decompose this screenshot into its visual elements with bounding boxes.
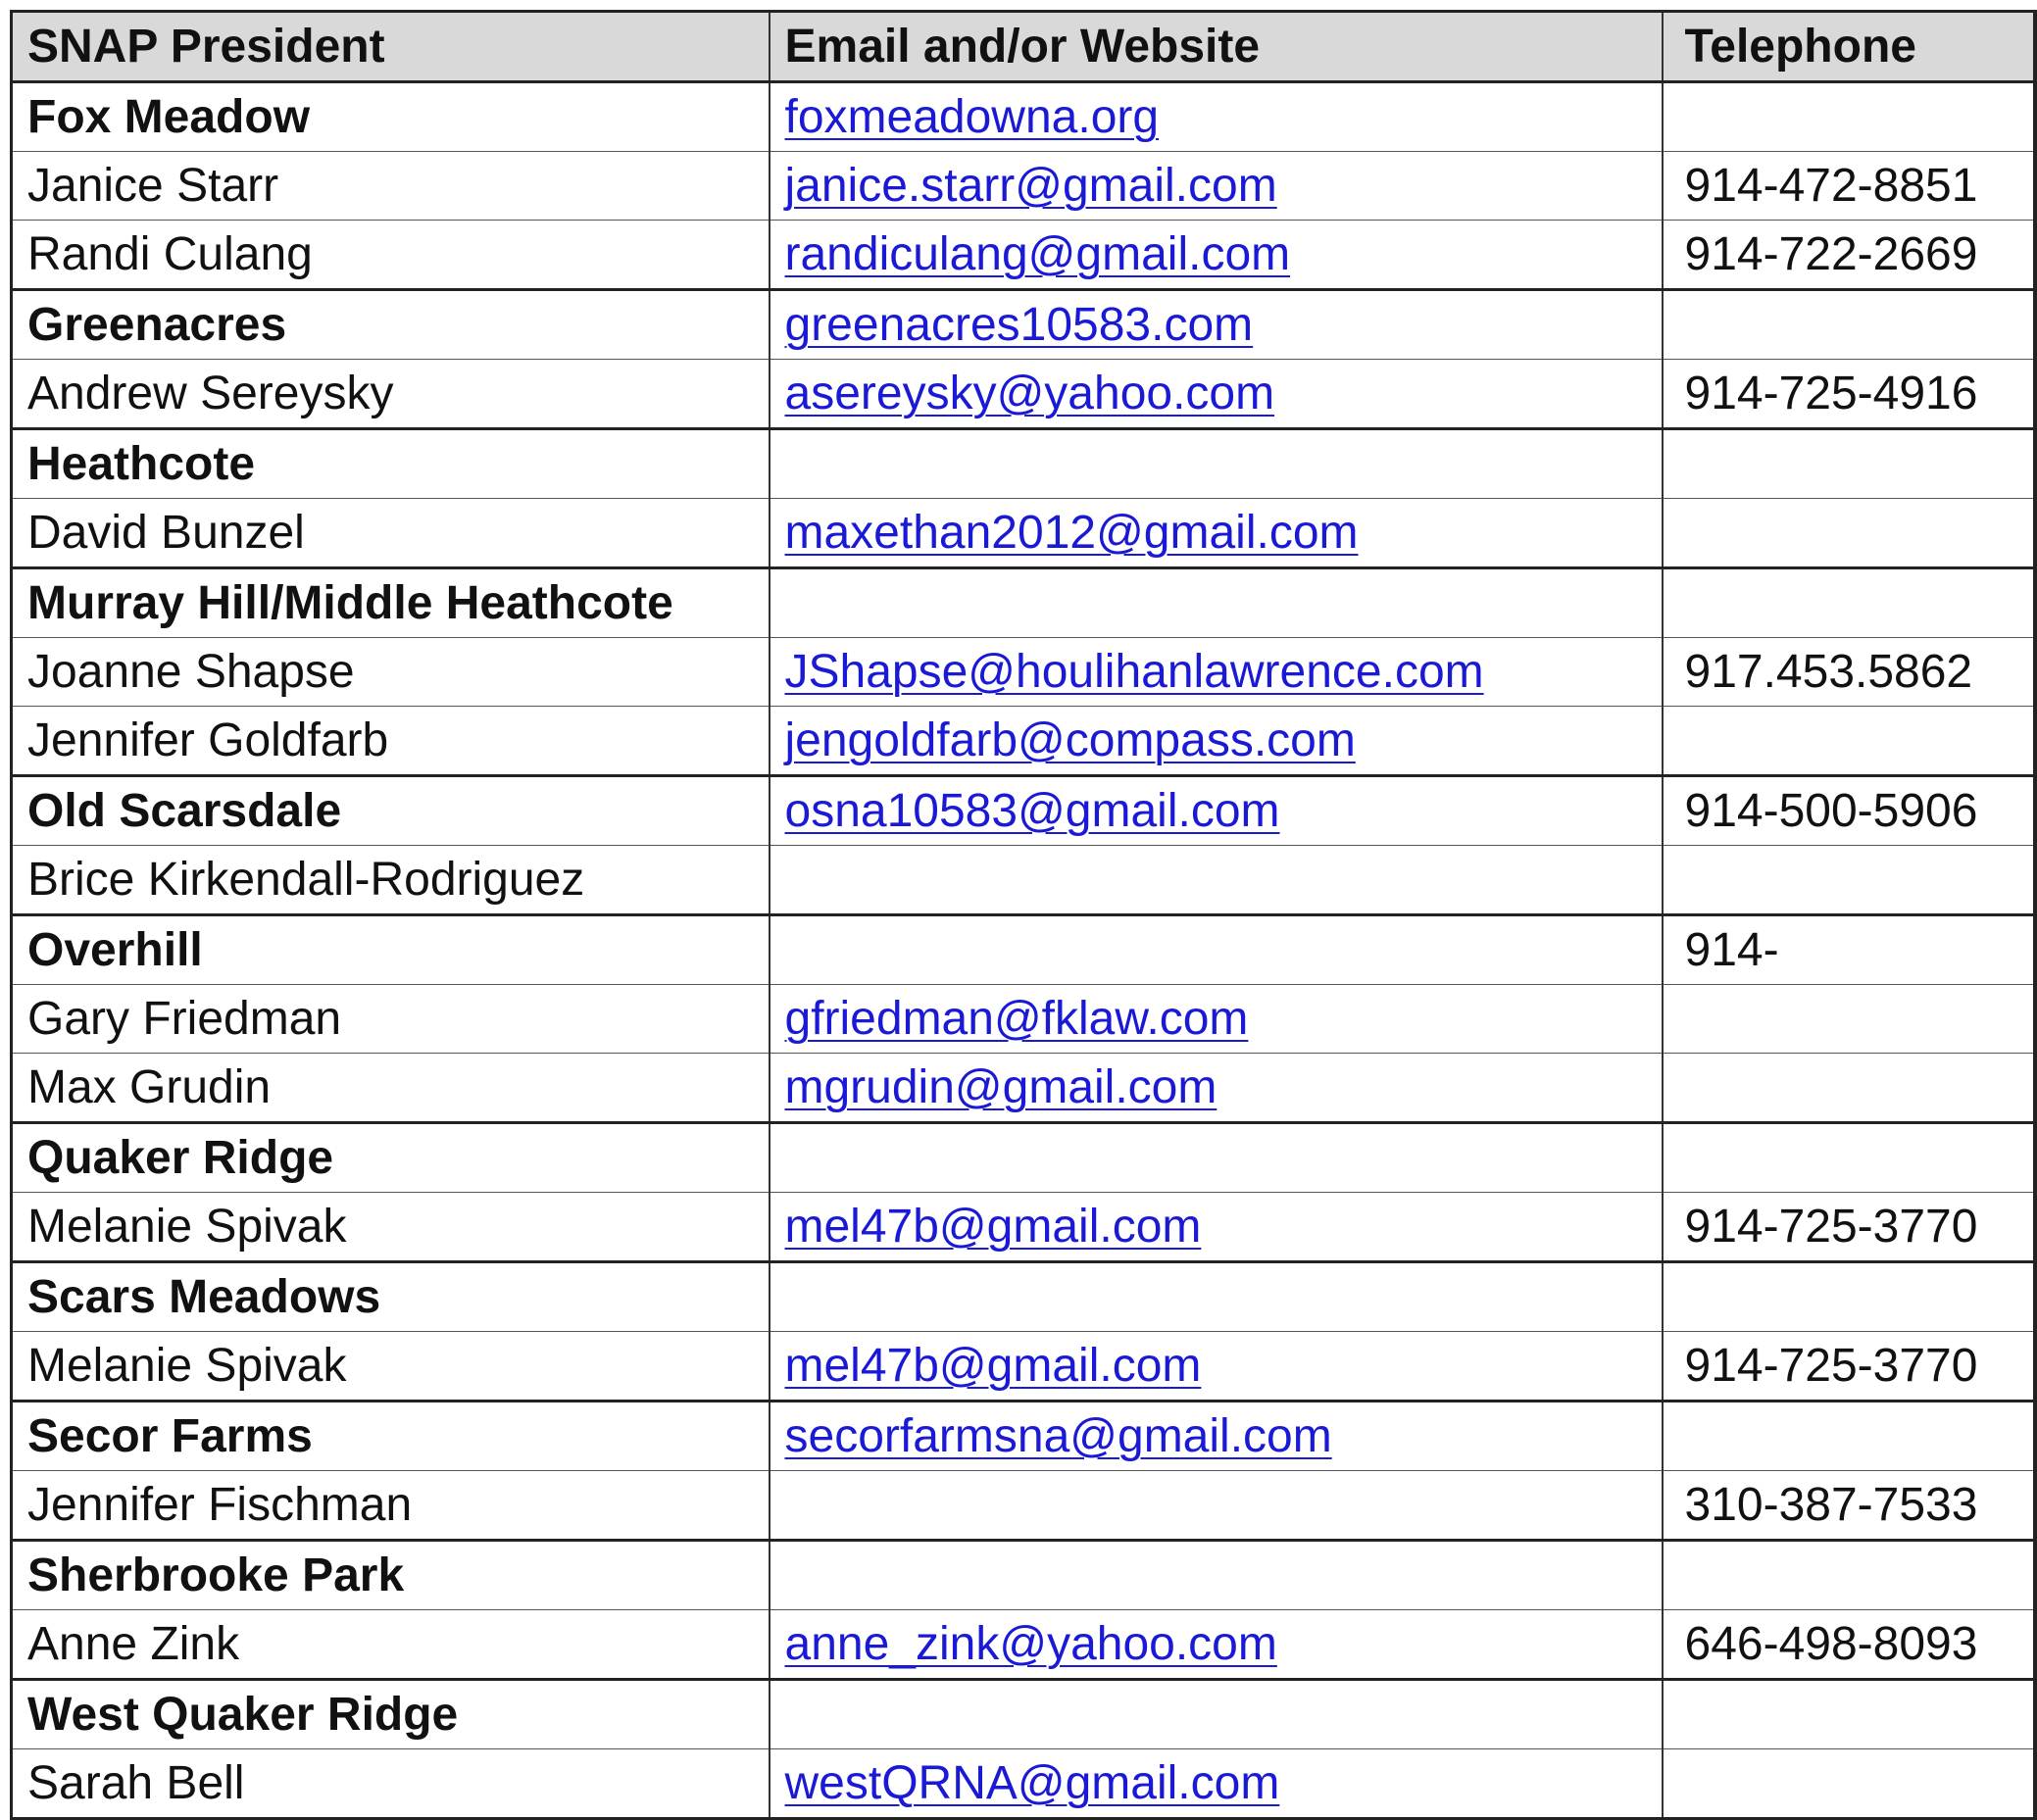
contact-cell xyxy=(770,360,1663,429)
president-name: Randi Culang xyxy=(12,221,770,290)
email-link[interactable]: osna10583@gmail.com xyxy=(784,785,1280,837)
contact-cell xyxy=(770,1123,1663,1193)
neighborhood-name: Quaker Ridge xyxy=(12,1123,770,1193)
email-link[interactable]: mel47b@gmail.com xyxy=(784,1201,1202,1253)
contact-cell xyxy=(770,499,1663,568)
telephone-cell xyxy=(1663,707,2035,776)
neighborhood-row xyxy=(12,429,2035,499)
contact-cell xyxy=(770,1402,1663,1471)
neighborhood-row xyxy=(12,1123,2035,1193)
telephone-cell xyxy=(1663,846,2035,915)
contact-cell xyxy=(770,152,1663,221)
contact-cell xyxy=(770,1541,1663,1610)
email-link[interactable]: randiculang@gmail.com xyxy=(784,228,1291,280)
neighborhood-association-directory-table xyxy=(10,10,2037,1820)
contact-cell xyxy=(770,82,1663,152)
email-link[interactable]: JShapse@houlihanlawrence.com xyxy=(784,646,1484,698)
president-row xyxy=(12,1471,2035,1541)
neighborhood-row xyxy=(12,1541,2035,1610)
president-row xyxy=(12,1749,2035,1819)
telephone-cell: 914-722-2669 xyxy=(1663,221,2035,290)
neighborhood-name: West Quaker Ridge xyxy=(12,1680,770,1749)
neighborhood-name: Fox Meadow xyxy=(12,82,770,152)
neighborhood-row xyxy=(12,290,2035,360)
contact-cell xyxy=(770,1054,1663,1123)
header-telephone: Telephone xyxy=(1663,12,2035,82)
president-name: Anne Zink xyxy=(12,1610,770,1680)
header-row xyxy=(12,12,2035,82)
table-body xyxy=(12,82,2035,1819)
neighborhood-name: Greenacres xyxy=(12,290,770,360)
website-link[interactable]: greenacres10583.com xyxy=(784,299,1254,351)
header-snap-president: SNAP President xyxy=(12,12,770,82)
president-name: Joanne Shapse xyxy=(12,638,770,707)
contact-cell xyxy=(770,221,1663,290)
neighborhood-row xyxy=(12,568,2035,638)
president-name: Jennifer Fischman xyxy=(12,1471,770,1541)
telephone-cell: 914-500-5906 xyxy=(1663,776,2035,846)
president-row xyxy=(12,499,2035,568)
president-name: Sarah Bell xyxy=(12,1749,770,1819)
president-row xyxy=(12,1054,2035,1123)
telephone-cell: 917.453.5862 xyxy=(1663,638,2035,707)
contact-cell xyxy=(770,1680,1663,1749)
telephone-cell xyxy=(1663,985,2035,1054)
email-link[interactable]: janice.starr@gmail.com xyxy=(784,160,1277,212)
neighborhood-name: Overhill xyxy=(12,915,770,985)
neighborhood-row xyxy=(12,82,2035,152)
telephone-cell xyxy=(1663,1054,2035,1123)
contact-cell xyxy=(770,1332,1663,1402)
telephone-cell xyxy=(1663,1749,2035,1819)
president-name: Melanie Spivak xyxy=(12,1193,770,1262)
president-name: Jennifer Goldfarb xyxy=(12,707,770,776)
telephone-cell: 646-498-8093 xyxy=(1663,1610,2035,1680)
president-row xyxy=(12,985,2035,1054)
contact-cell xyxy=(770,707,1663,776)
neighborhood-name: Murray Hill/Middle Heathcote xyxy=(12,568,770,638)
email-link[interactable]: mel47b@gmail.com xyxy=(784,1340,1202,1392)
president-name: Melanie Spivak xyxy=(12,1332,770,1402)
president-row xyxy=(12,360,2035,429)
telephone-cell xyxy=(1663,568,2035,638)
email-link[interactable]: jengoldfarb@compass.com xyxy=(784,714,1356,766)
neighborhood-name: Heathcote xyxy=(12,429,770,499)
telephone-cell xyxy=(1663,1680,2035,1749)
president-row xyxy=(12,707,2035,776)
president-row xyxy=(12,1332,2035,1402)
contact-cell xyxy=(770,290,1663,360)
email-link[interactable]: westQRNA@gmail.com xyxy=(784,1757,1280,1809)
email-link[interactable]: asereysky@yahoo.com xyxy=(784,368,1275,419)
president-name: Max Grudin xyxy=(12,1054,770,1123)
president-row xyxy=(12,1610,2035,1680)
header-email-website: Email and/or Website xyxy=(770,12,1663,82)
president-row xyxy=(12,846,2035,915)
president-row xyxy=(12,638,2035,707)
neighborhood-row xyxy=(12,915,2035,985)
neighborhood-row xyxy=(12,1402,2035,1471)
telephone-cell: 914-725-3770 xyxy=(1663,1193,2035,1262)
contact-cell xyxy=(770,776,1663,846)
contact-cell xyxy=(770,846,1663,915)
contact-cell xyxy=(770,985,1663,1054)
telephone-cell xyxy=(1663,82,2035,152)
contact-cell xyxy=(770,1471,1663,1541)
telephone-cell: 914-725-3770 xyxy=(1663,1332,2035,1402)
email-link[interactable]: anne_zink@yahoo.com xyxy=(784,1618,1277,1670)
contact-cell xyxy=(770,1749,1663,1819)
neighborhood-name: Scars Meadows xyxy=(12,1262,770,1332)
email-link[interactable]: gfriedman@fklaw.com xyxy=(784,993,1249,1045)
contact-cell xyxy=(770,1262,1663,1332)
president-row xyxy=(12,152,2035,221)
president-name: Brice Kirkendall-Rodriguez xyxy=(12,846,770,915)
president-row xyxy=(12,1193,2035,1262)
neighborhood-name: Old Scarsdale xyxy=(12,776,770,846)
neighborhood-name: Secor Farms xyxy=(12,1402,770,1471)
president-name: Janice Starr xyxy=(12,152,770,221)
president-name: Gary Friedman xyxy=(12,985,770,1054)
telephone-cell: 914-725-4916 xyxy=(1663,360,2035,429)
email-link[interactable]: secorfarmsna@gmail.com xyxy=(784,1410,1332,1462)
telephone-cell: 914- xyxy=(1663,915,2035,985)
telephone-cell xyxy=(1663,429,2035,499)
neighborhood-row xyxy=(12,776,2035,846)
contact-cell xyxy=(770,638,1663,707)
email-link[interactable]: mgrudin@gmail.com xyxy=(784,1061,1217,1113)
neighborhood-name: Sherbrooke Park xyxy=(12,1541,770,1610)
telephone-cell xyxy=(1663,1402,2035,1471)
contact-cell xyxy=(770,915,1663,985)
email-link[interactable]: maxethan2012@gmail.com xyxy=(784,507,1359,559)
contact-cell xyxy=(770,568,1663,638)
telephone-cell xyxy=(1663,1123,2035,1193)
telephone-cell: 310-387-7533 xyxy=(1663,1471,2035,1541)
president-name: Andrew Sereysky xyxy=(12,360,770,429)
contact-cell xyxy=(770,1193,1663,1262)
neighborhood-row xyxy=(12,1680,2035,1749)
contact-cell xyxy=(770,1610,1663,1680)
website-link[interactable]: foxmeadowna.org xyxy=(784,91,1160,143)
president-row xyxy=(12,221,2035,290)
neighborhood-row xyxy=(12,1262,2035,1332)
telephone-cell xyxy=(1663,1541,2035,1610)
contact-cell xyxy=(770,429,1663,499)
telephone-cell xyxy=(1663,1262,2035,1332)
table-header xyxy=(12,12,2035,82)
telephone-cell xyxy=(1663,290,2035,360)
telephone-cell: 914-472-8851 xyxy=(1663,152,2035,221)
president-name: David Bunzel xyxy=(12,499,770,568)
telephone-cell xyxy=(1663,499,2035,568)
